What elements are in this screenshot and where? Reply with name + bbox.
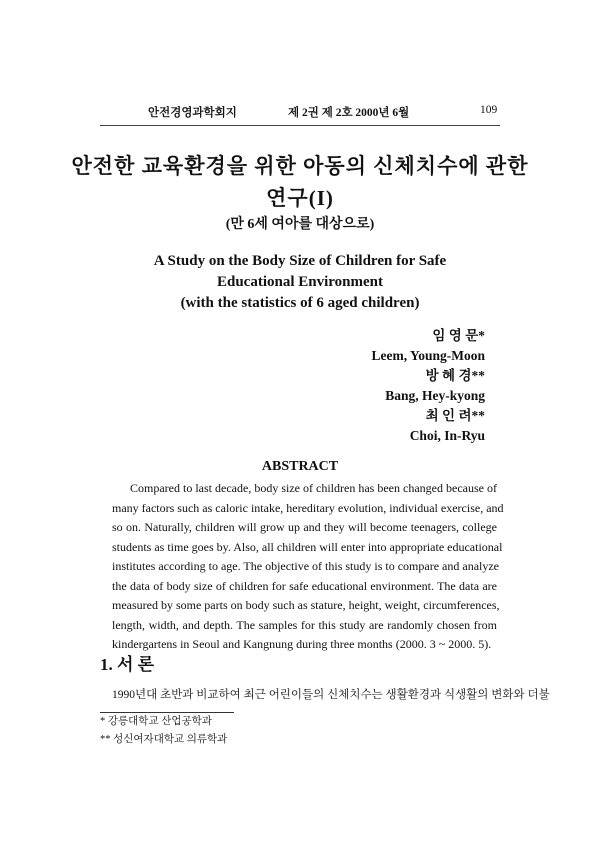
korean-title-line1: 안전한 교육환경을 위한 아동의 신체치수에 관한: [71, 154, 529, 178]
header-rule: [100, 125, 500, 126]
author-english-name: Leem, Young-Moon: [371, 348, 485, 363]
author-english-name: Bang, Hey-kyong: [385, 388, 485, 403]
section-heading: 1. 서 론: [100, 655, 155, 674]
running-header-issue: 제 2권 제 2호 2000년 6월: [288, 107, 410, 119]
abstract-heading: ABSTRACT: [261, 459, 339, 474]
abstract-line: students as time goes by. Also, all children will enter into appropriate educational: [112, 539, 503, 554]
english-title-line1: A Study on the Body Size of Children for Safe: [153, 253, 447, 269]
running-header-journal: 안전경영과학회지: [148, 107, 237, 119]
author-korean-name: 임 영 문*: [432, 328, 485, 343]
korean-subtitle: (만 6세 여아를 대상으로): [225, 217, 375, 232]
footnote: * 강릉대학교 산업공학과: [100, 716, 212, 727]
abstract-line: kindergartens in Seoul and Kangnung during three months (2000. 3 ~ 2000. 5).: [112, 637, 492, 651]
footnote: ** 성신여자대학교 의류학과: [100, 734, 228, 745]
author-block: [372, 326, 486, 446]
body-text-line: 1990년대 초반과 비교하여 최근 어린이들의 신체치수는 생활환경과 식생활의 변화와 더불: [112, 689, 550, 701]
abstract-line: institutes according to age. The objective of this study is to compare and analyze: [112, 559, 499, 573]
abstract-line: so on. Naturally, children will grow up and they will become teenagers, college: [112, 520, 497, 534]
page-number: 109: [480, 104, 498, 116]
english-title-line3: (with the statistics of 6 aged children): [180, 295, 420, 311]
author-korean-name: 최 인 려**: [425, 408, 485, 423]
korean-title-line2: 연구(I): [266, 186, 334, 210]
author-english-name: Choi, In-Ryu: [409, 428, 485, 443]
abstract-line: the data of body size of children for safe educational environment. The data are: [112, 578, 497, 593]
abstract-line: many factors such as caloric intake, hereditary evolution, individual exercise, and: [112, 500, 504, 515]
abstract-line: length, width, and depth. The samples for this study are randomly chosen from: [112, 617, 497, 632]
abstract-line: Compared to last decade, body size of children has been changed because of: [130, 481, 497, 495]
english-title-line2: Educational Environment: [216, 274, 383, 290]
abstract-line: measured by some parts on body such as stature, height, weight, circumferences,: [112, 598, 500, 612]
author-korean-name: 방 혜 경**: [425, 368, 485, 383]
